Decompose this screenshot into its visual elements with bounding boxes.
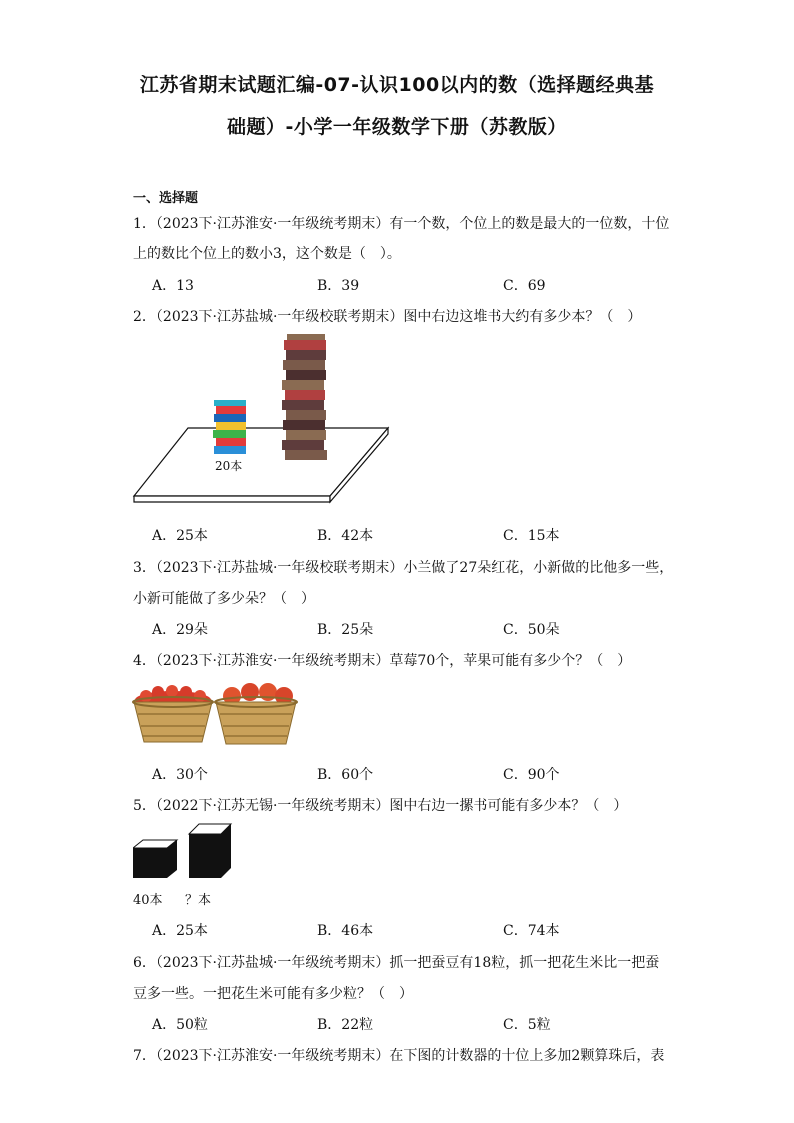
q6-option-c: C．5粒 xyxy=(503,1017,551,1033)
q3-option-c: C．50朵 xyxy=(503,622,560,638)
tall-pile-label: ？本 xyxy=(185,893,212,908)
q6-option-b: B．22粒 xyxy=(317,1017,374,1033)
q2-option-c: C．15本 xyxy=(503,528,560,544)
apple-basket xyxy=(215,683,297,744)
strawberry-basket xyxy=(133,685,213,742)
fruit-baskets-figure xyxy=(132,682,298,748)
short-pile-label: 40本 xyxy=(133,893,163,908)
q1-text-line2: 上的数比个位上的数小3，这个数是（ ）。 xyxy=(133,246,401,262)
book-piles-figure xyxy=(133,822,235,882)
tall-book-stack xyxy=(282,334,327,460)
q1-option-c: C．69 xyxy=(503,278,546,294)
q4-option-b: B．60个 xyxy=(317,767,374,783)
short-book-pile xyxy=(133,840,177,878)
section-heading: 一、选择题 xyxy=(133,191,199,206)
q6-text-line2: 豆多一些。一把花生米可能有多少粒？（ ） xyxy=(133,986,413,1002)
q3-option-a: A．29朵 xyxy=(152,622,208,638)
books-on-table-figure xyxy=(130,334,392,504)
q2-option-a: A．25本 xyxy=(152,528,208,544)
q3-option-b: B．25朵 xyxy=(317,622,374,638)
document-title-line1: 江苏省期末试题汇编-07-认识100以内的数（选择题经典基 xyxy=(139,74,655,96)
small-book-stack xyxy=(213,400,246,454)
q6-text-line1: 6．（2023下·江苏盐城·一年级统考期末）抓一把蚕豆有18粒，抓一把花生米比一把蚕 xyxy=(133,955,660,971)
q5-option-b: B．46本 xyxy=(317,923,374,939)
q5-option-a: A．25本 xyxy=(152,923,208,939)
q1-option-a: A．13 xyxy=(152,278,194,294)
q2-text-line1: 2．（2023下·江苏盐城·一年级校联考期末）图中右边这堆书大约有多少本？（ ） xyxy=(133,309,642,325)
small-stack-label: 20本 xyxy=(215,459,243,473)
q2-option-b: B．42本 xyxy=(317,528,374,544)
q6-option-a: A．50粒 xyxy=(152,1017,208,1033)
q1-text-line1: 1．（2023下·江苏淮安·一年级统考期末）有一个数，个位上的数是最大的一位数，十位 xyxy=(133,216,670,232)
document-title-line2: 础题）-小学一年级数学下册（苏教版） xyxy=(227,116,567,138)
q4-option-c: C．90个 xyxy=(503,767,560,783)
q4-text-line1: 4．（2023下·江苏淮安·一年级统考期末）草莓70个，苹果可能有多少个？（ ） xyxy=(133,653,632,669)
q3-text-line1: 3．（2023下·江苏盐城·一年级校联考期末）小兰做了27朵红花，小新做的比他多一些， xyxy=(133,560,674,576)
q1-option-b: B．39 xyxy=(317,278,360,294)
q3-text-line2: 小新可能做了多少朵？（ ） xyxy=(133,591,315,607)
q5-text-line1: 5．（2022下·江苏无锡·一年级统考期末）图中右边一摞书可能有多少本？（ ） xyxy=(133,798,628,814)
q5-option-c: C．74本 xyxy=(503,923,560,939)
tall-book-pile xyxy=(189,824,231,878)
q7-text-line1: 7．（2023下·江苏淮安·一年级统考期末）在下图的计数器的十位上多加2颗算珠后，表 xyxy=(133,1048,665,1064)
q4-option-a: A．30个 xyxy=(152,767,208,783)
